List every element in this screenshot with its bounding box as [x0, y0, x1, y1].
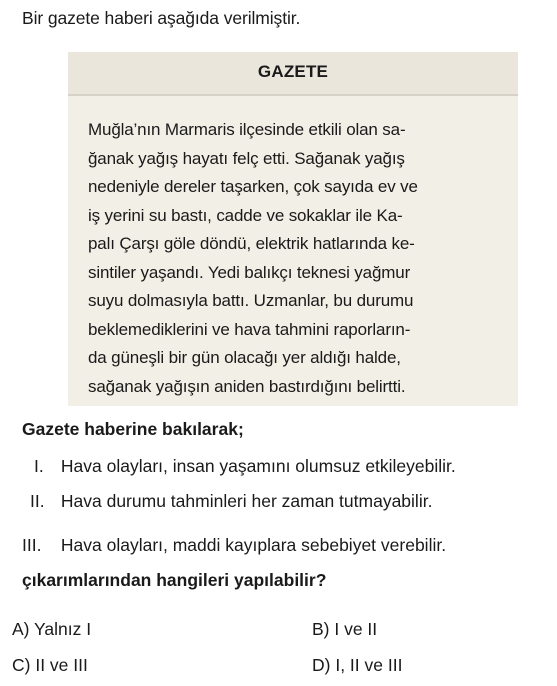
article-line: suyu dolmasıyla battı. Uzmanlar, bu durumu — [88, 291, 414, 310]
article-line: Muğla’nın Marmaris ilçesinde etkili olan sa- — [88, 120, 406, 139]
option-c[interactable]: C) II ve III — [12, 655, 88, 675]
article-line: iş yerini su bastı, cadde ve sokaklar ile Ka- — [88, 205, 403, 225]
statement-text: Hava durumu tahminleri her zaman tutmayabilir. — [60, 491, 433, 511]
newspaper-title: GAZETE — [257, 62, 329, 81]
article-line: beklemediklerini ve hava tahmini raporların- — [88, 319, 411, 339]
option-d[interactable]: D) I, II ve III — [312, 655, 403, 675]
statement-number: II. — [30, 491, 45, 511]
statement-text: Hava olayları, insan yaşamını olumsuz etkileyebilir. — [60, 456, 456, 476]
option-a[interactable]: A) Yalnız I — [12, 619, 92, 639]
statement-3 — [22, 535, 446, 556]
article-line: sağanak yağışın aniden bastırdığını belirtti. — [88, 376, 406, 396]
statement-number: I. — [34, 456, 44, 476]
question-ending: çıkarımlarından hangileri yapılabilir? — [22, 570, 327, 590]
article-line: palı Çarşı göle döndü, elektrik hatlarında ke- — [88, 234, 415, 253]
statement-number: III. — [22, 535, 42, 555]
statement-2 — [30, 491, 432, 512]
newspaper-clipping — [68, 52, 518, 406]
article-line: ğanak yağış hayatı felç etti. Sağanak yağış — [88, 148, 405, 168]
article-line: sintiler yaşandı. Yedi balıkçı teknesi yağmur — [88, 262, 411, 282]
intro-text: Bir gazete haberi aşağıda verilmiştir. — [22, 8, 301, 28]
question-stem: Gazete haberine bakılarak; — [22, 419, 244, 439]
statement-1 — [34, 456, 456, 477]
article-line: da güneşli bir gün olacağı yer aldığı halde, — [88, 348, 401, 367]
article-line: nedeniyle dereler taşarken, çok sayıda ev ve — [88, 177, 418, 196]
option-b[interactable]: B) I ve II — [312, 619, 378, 639]
newspaper-header — [68, 52, 518, 96]
newspaper-article — [88, 116, 508, 401]
statement-text: Hava olayları, maddi kayıplara sebebiyet verebilir. — [60, 535, 447, 555]
